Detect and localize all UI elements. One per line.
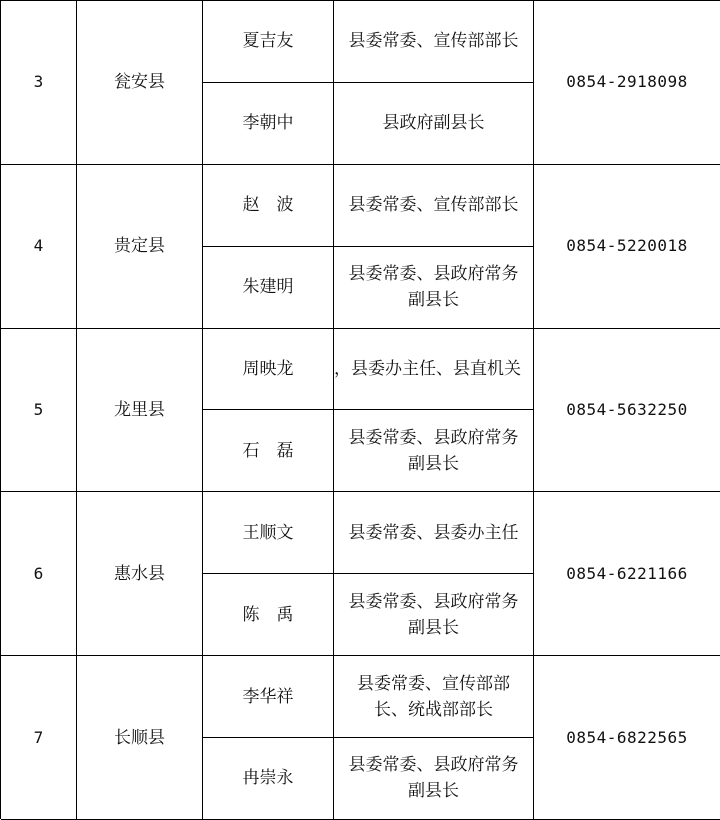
county-name: 贵定县 [77,165,203,329]
person-title: 县委常委、县委办主任 [334,492,534,574]
person-name: 李华祥 [203,656,334,738]
person-name: 夏吉友 [203,1,334,83]
row-index: 6 [1,492,77,656]
person-name: 陈 禹 [203,574,334,656]
row-index: 4 [1,165,77,329]
row-index: 7 [1,656,77,820]
person-name: 冉崇永 [203,738,334,820]
person-name: 赵 波 [203,165,334,247]
person-title: 县委常委、宣传部部长、统战部部长 [334,656,534,738]
person-name: 朱建明 [203,247,334,329]
phone-number: 0854-6822565 [534,656,720,820]
county-name: 长顺县 [77,656,203,820]
person-name: 周映龙 [203,329,334,411]
person-title: 县委常委、县政府常务副县长 [334,247,534,329]
row-index: 3 [1,1,77,165]
phone-number: 0854-5220018 [534,165,720,329]
person-title: ，县委办主任、县直机关 [334,329,534,411]
county-name: 惠水县 [77,492,203,656]
person-title: 县委常委、县政府常务副县长 [334,410,534,492]
person-title: 县委常委、县政府常务副县长 [334,574,534,656]
person-title: 县委常委、宣传部部长 [334,165,534,247]
phone-number: 0854-2918098 [534,1,720,165]
phone-number: 0854-5632250 [534,329,720,493]
person-title: 县委常委、宣传部部长 [334,1,534,83]
row-index: 5 [1,329,77,493]
person-name: 李朝中 [203,83,334,165]
county-name: 龙里县 [77,329,203,493]
county-name: 瓮安县 [77,1,203,165]
phone-number: 0854-6221166 [534,492,720,656]
person-name: 王顺文 [203,492,334,574]
person-title: 县委常委、县政府常务副县长 [334,738,534,820]
person-name: 石 磊 [203,410,334,492]
person-title: 县政府副县长 [334,83,534,165]
